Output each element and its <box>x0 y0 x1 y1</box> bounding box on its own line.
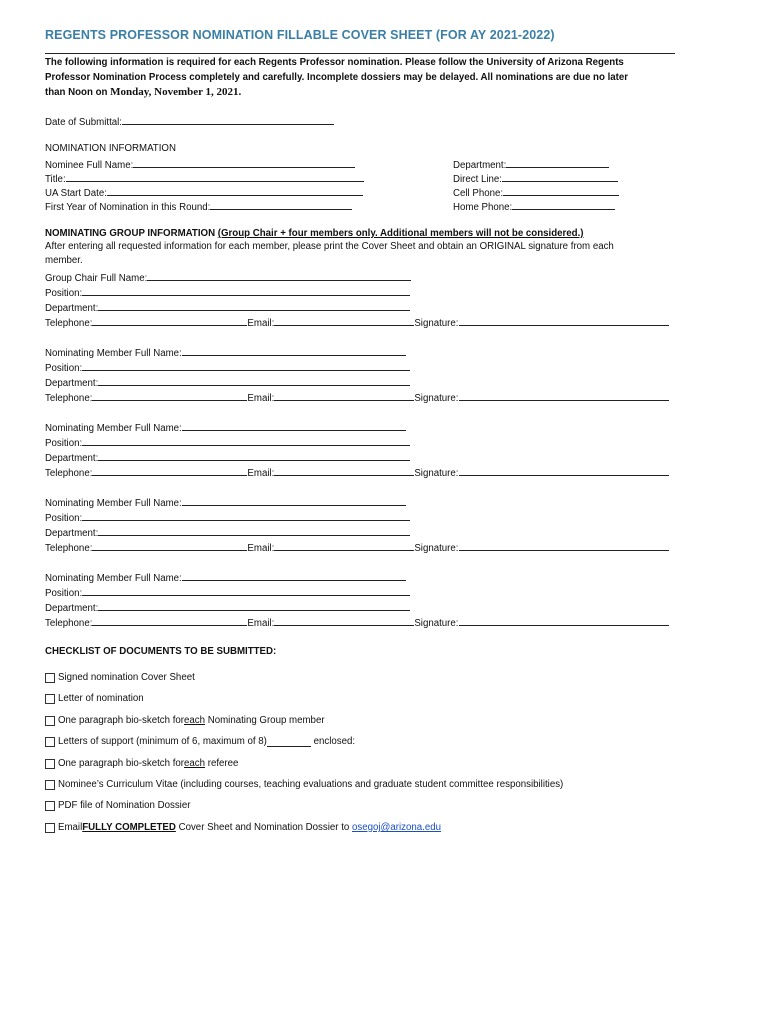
department-field[interactable] <box>506 157 609 168</box>
member-department-label: Department: <box>45 527 99 539</box>
member-telephone-field[interactable] <box>92 540 247 551</box>
member-email-field[interactable] <box>274 315 414 326</box>
email-link[interactable]: osegoj@arizona.edu <box>351 822 441 833</box>
home-phone-label: Home Phone: <box>453 202 513 213</box>
department-label: Department: <box>453 160 507 171</box>
cell-phone-field[interactable] <box>503 185 619 196</box>
member-department-label: Department: <box>45 452 99 464</box>
nominee-title-row <box>45 171 364 186</box>
member-department-row <box>45 450 410 465</box>
member-email-field[interactable] <box>274 465 414 476</box>
member-signature-field[interactable] <box>459 390 669 401</box>
member-name-field[interactable] <box>182 570 406 581</box>
member-name-row <box>45 495 406 510</box>
direct-line-row <box>453 171 618 186</box>
member-telephone-label: Telephone: <box>45 617 93 629</box>
member-department-row <box>45 375 410 390</box>
member-email-field[interactable] <box>274 615 414 626</box>
checklist-item-text: Letter of nomination <box>58 693 144 704</box>
checklist-item <box>45 800 190 811</box>
department-row <box>453 157 609 172</box>
member-department-row <box>45 300 410 315</box>
letters-count-field[interactable] <box>267 736 311 747</box>
member-position-row <box>45 585 410 600</box>
member-department-field[interactable] <box>98 525 410 536</box>
member-contact-row <box>45 315 669 330</box>
cell-phone-row <box>453 185 619 200</box>
checklist-item-text: PDF file of Nomination Dossier <box>58 800 191 811</box>
cell-phone-label: Cell Phone: <box>453 188 504 199</box>
member-department-field[interactable] <box>98 300 410 311</box>
member-email-label: Email: <box>247 617 275 629</box>
member-name-field[interactable] <box>182 495 406 506</box>
member-department-field[interactable] <box>98 600 410 611</box>
checklist-item-text-end: enclosed: <box>310 736 356 747</box>
checklist-item-text: Nominee’s Curriculum Vitae (including courses, teaching evaluations and graduate student committee responsibilities) <box>58 779 564 790</box>
date-of-submittal-field[interactable] <box>122 114 334 125</box>
member-email-field[interactable] <box>274 540 414 551</box>
checklist-item-text: One paragraph bio-sketch for <box>58 715 185 726</box>
checklist-item-text-end: Cover Sheet and Nomination Dossier to <box>175 822 352 833</box>
member-name-field[interactable] <box>182 345 406 356</box>
member-department-label: Department: <box>45 377 99 389</box>
checkbox[interactable] <box>45 759 55 769</box>
checkbox[interactable] <box>45 823 55 833</box>
member-department-row <box>45 525 410 540</box>
member-signature-field[interactable] <box>459 315 669 326</box>
checklist-item-emphasis: each <box>184 715 206 726</box>
member-name-label: Nominating Member Full Name: <box>45 423 182 434</box>
member-signature-label: Signature: <box>414 542 459 554</box>
member-signature-label: Signature: <box>414 617 459 629</box>
checklist-item-emphasis: each <box>184 758 206 769</box>
checkbox[interactable] <box>45 673 55 683</box>
checklist-heading: CHECKLIST OF DOCUMENTS TO BE SUBMITTED: <box>45 646 277 657</box>
nominee-name-label: Nominee Full Name: <box>45 160 134 171</box>
direct-line-field[interactable] <box>502 171 618 182</box>
member-name-row <box>45 270 411 285</box>
checkbox[interactable] <box>45 716 55 726</box>
checklist-item-text: Email <box>58 822 83 833</box>
member-name-row <box>45 570 406 585</box>
nominee-name-row <box>45 157 355 172</box>
title-divider <box>45 53 675 54</box>
member-name-field[interactable] <box>182 420 406 431</box>
member-contact-row <box>45 465 669 480</box>
member-position-label: Position: <box>45 287 83 299</box>
member-position-field[interactable] <box>82 510 410 521</box>
home-phone-row <box>453 199 615 214</box>
checklist-item-text-end: Nominating Group member <box>205 715 325 726</box>
member-name-label: Nominating Member Full Name: <box>45 498 182 509</box>
member-signature-field[interactable] <box>459 540 669 551</box>
member-name-field[interactable] <box>147 270 411 281</box>
member-telephone-label: Telephone: <box>45 392 93 404</box>
member-signature-label: Signature: <box>414 317 459 329</box>
group-instructions: After entering all requested information for each member, please print the Cover Sheet and obtain an ORIGINAL signature from each member. <box>45 241 614 266</box>
member-department-row <box>45 600 410 615</box>
checklist-item-text: Signed nomination Cover Sheet <box>58 672 195 683</box>
checkbox[interactable] <box>45 780 55 790</box>
checklist-item-text-end: referee <box>205 758 239 769</box>
member-name-row <box>45 420 406 435</box>
group-heading: NOMINATING GROUP INFORMATION <box>45 228 216 239</box>
direct-line-label: Direct Line: <box>453 174 502 185</box>
member-position-row <box>45 360 410 375</box>
member-signature-field[interactable] <box>459 615 669 626</box>
member-signature-label: Signature: <box>414 392 459 404</box>
group-heading-note: (Group Chair + four members only. Additional members will not be considered.) <box>217 228 584 239</box>
member-email-label: Email: <box>247 317 275 329</box>
checklist-item-strong: FULLY COMPLETED <box>82 822 176 833</box>
member-position-field[interactable] <box>82 435 410 446</box>
member-position-row <box>45 285 410 300</box>
member-position-field[interactable] <box>82 360 410 371</box>
member-position-row <box>45 510 410 525</box>
checkbox[interactable] <box>45 694 55 704</box>
member-name-label: Nominating Member Full Name: <box>45 348 182 359</box>
member-telephone-field[interactable] <box>92 615 247 626</box>
nominee-name-field[interactable] <box>133 157 355 168</box>
member-contact-row <box>45 540 669 555</box>
intro-paragraph <box>45 56 645 101</box>
ua-start-date-row <box>45 185 363 200</box>
member-department-label: Department: <box>45 302 99 314</box>
member-name-label: Nominating Member Full Name: <box>45 573 182 584</box>
member-telephone-label: Telephone: <box>45 542 93 554</box>
intro-due-date: Monday, November 1, 2021. <box>110 86 242 98</box>
member-position-field[interactable] <box>82 585 410 596</box>
checkbox[interactable] <box>45 737 55 747</box>
member-position-label: Position: <box>45 587 83 599</box>
date-of-submittal-row <box>45 114 334 129</box>
checklist-item <box>45 822 441 833</box>
member-position-label: Position: <box>45 437 83 449</box>
member-department-label: Department: <box>45 602 99 614</box>
first-year-row <box>45 199 352 214</box>
nominee-title-label: Title: <box>45 174 66 185</box>
checklist-item-text: One paragraph bio-sketch for <box>58 758 185 769</box>
member-email-label: Email: <box>247 542 275 554</box>
member-signature-field[interactable] <box>459 465 669 476</box>
member-telephone-label: Telephone: <box>45 317 93 329</box>
checklist-item <box>45 736 355 747</box>
checklist-item <box>45 672 195 683</box>
home-phone-field[interactable] <box>512 199 615 210</box>
member-position-label: Position: <box>45 362 83 374</box>
intro-text: The following information is required for each Regents Professor nomination. Please follow the University of Arizona Regents Professor Nomination Process completely and carefully. Incomplete dossiers may be delayed. All nominations are due no later than Noon on <box>45 57 629 98</box>
first-year-field[interactable] <box>210 199 352 210</box>
nominee-title-field[interactable] <box>66 171 364 182</box>
checklist-item <box>45 758 238 769</box>
member-contact-row <box>45 615 669 630</box>
date-of-submittal-label: Date of Submittal: <box>45 117 122 128</box>
member-name-label: Group Chair Full Name: <box>45 273 148 284</box>
group-heading-row <box>45 227 584 240</box>
member-department-field[interactable] <box>98 450 410 461</box>
member-position-row <box>45 435 410 450</box>
member-email-label: Email: <box>247 467 275 479</box>
ua-start-date-label: UA Start Date: <box>45 188 107 199</box>
ua-start-date-field[interactable] <box>107 185 363 196</box>
checklist-item <box>45 693 144 704</box>
member-telephone-field[interactable] <box>92 315 247 326</box>
checklist-item <box>45 715 325 726</box>
member-name-row <box>45 345 406 360</box>
member-telephone-label: Telephone: <box>45 467 93 479</box>
checkbox[interactable] <box>45 801 55 811</box>
nomination-info-heading: NOMINATION INFORMATION <box>45 143 176 154</box>
member-department-field[interactable] <box>98 375 410 386</box>
first-year-label: First Year of Nomination in this Round: <box>45 202 211 213</box>
member-email-label: Email: <box>247 392 275 404</box>
member-position-field[interactable] <box>82 285 410 296</box>
member-signature-label: Signature: <box>414 467 459 479</box>
document-title: REGENTS PROFESSOR NOMINATION FILLABLE COVER SHEET (FOR AY 2021-2022) <box>45 28 555 42</box>
member-contact-row <box>45 390 669 405</box>
checklist-item-text: Letters of support (minimum of 6, maximum of 8) <box>58 736 267 747</box>
member-telephone-field[interactable] <box>92 390 247 401</box>
member-email-field[interactable] <box>274 390 414 401</box>
member-telephone-field[interactable] <box>92 465 247 476</box>
checklist-item <box>45 779 563 790</box>
member-position-label: Position: <box>45 512 83 524</box>
